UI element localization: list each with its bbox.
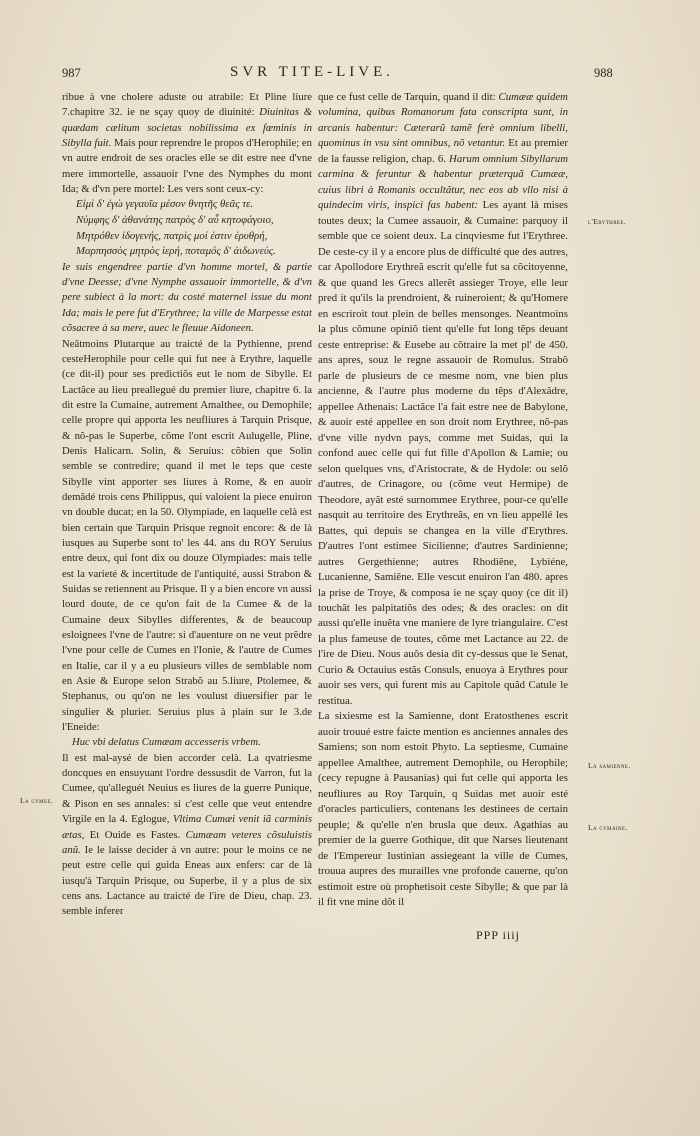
body-text: Neãtmoins Plutarque au traicté de la Pythienne, prend cesteHerophile pour celle qui fut nee à Erythre, laquelle (ce dit-il) pour ses predictiõs eut le nom de Sibylle. Et Lactãce au lieu preallegué du premier liure, chapitre 6. la dit estre la Cumaine, autrement Amalthee, ou Demophile; celle propre qui apporta les neufliures à Tarquin Prisque, & nõ-pas le Superbe, cõme l'ont escrit Aulugelle, Pline, Denis Halicarn. Solin, & Seruius: cõbien que Solin semble se contredire; quand il met le teps que ceste Sibylle vint apporter ses liures à Rome, & en auoir demãdé trois cens Philippus, qui valoient la piece enuiron vn double ducat; en la 50. Olympiade, en laquelle celà est bien certain que Tarquin Prisque regnoit encore: & de là iusques au Superbe sont to' les 44. ans du ROY Seruius entre deux, qui font dix ou douze Olympiades: mais telle est la varieté & incertitude de l'antiquité, aussi Strabon & Suidas se retiennent au Prisque. Il y a bien encore vn aussi lourd doute, de ce qu'on fait de la Cumee & de la Cumaine deux Sibylles differentes, & de beaucoup esloignees l'vne de l'autre: si d'auenture on ne veut prẽdre l'vne pour celle de Cumes en l'Ionie, & l'autre de Cumes en Italie, car il y a eu plusieurs villes de semblable nom en Asie & Europe selon Strabõ au 5.liure, Ptolemee, & Stephanus, ou qu'on ne les voulust diuersifier par le singulier & plurier. Seruius plus à plain sur le 3.de l'Eneide:: [62, 337, 312, 734]
verse-translation: Ie suis engendree partie d'vn homme mortel, & partie d'vne Deesse; d'vne Nymphe assauoir immortelle, & d'vn pere subiect à la mort: du costé maternel issue du mont Ida; mais le pere fut d'Erythree; la ville de Marpesse estat cõsacree à sa mere, auec le fleuue Aidoneen.: [62, 260, 312, 335]
verse-line: Μητρόθεν ἰδογενής, πατρὶς μοί ἐστιν ἐρυθρή,: [76, 229, 268, 242]
latin-quote: Cumæam veteres cõsuluistis anũ.: [62, 828, 313, 856]
right-text-column: [318, 90, 568, 911]
latin-quote: Huc vbi delatus Cumæam accesseris vrbem.: [72, 736, 261, 749]
body-text: Ie le laisse decider à vn autre: pour le moins ce ne peut estre celle qui guida Eneas aux enfers: car de là iusqu'à Tarquin Prisque, ou Superbe, il y a plus de six cens ans. Lactance au traicté de l'ire de Dieu, chap. 23. semble inferer: [62, 843, 312, 918]
body-text: Et Ouide es Fastes.: [89, 828, 181, 841]
latin-quote: Cumææ quidem volumina, quibus Romanorum fata conscripta sunt, in arcanis habentur: Cæterarũ tamẽ ferè omnium libelli, quominus in vsu sint omnibus, nõ vetantur.: [318, 91, 568, 150]
paragraph: [62, 90, 312, 197]
folio-left: 987: [62, 66, 81, 80]
folio-right: 988: [594, 66, 613, 80]
body-text: Mais pour reprendre le propos d'Herophile; en vn autre endroit de ses oracles elle se dit estre nee d'vne mere immortelle, assauoir l'vne des Nymphes du mont Ida; & d'vn pere mortel: Les vers sont ceux-cy:: [62, 137, 312, 196]
latin-quote: Harum omnium Sibyllarum carmina & feruntur & habentur præterquã Cumææ, cuius libri à Romanis occultãtur, nec eos ab vllo nisi à quindecim viris, inspici fas habent:: [318, 152, 568, 212]
verse-line: Νύμφης δ' ἀθανάτης πατρὸς δ' αὖ κητοφάγοιο,: [76, 214, 274, 226]
margin-note-la-cumee: La cvmee.: [20, 796, 54, 805]
paragraph: [318, 709, 568, 910]
body-text: ribue à vne cholere aduste ou atrabile: Et Pline liure 7.chapitre 32. ie ne sçay quoy de diuinité:: [62, 91, 312, 119]
paragraph: [62, 337, 312, 736]
running-head: SVR TITE-LIVE.: [230, 64, 395, 80]
body-text: Et au premier de la fausse religion, chap. 6.: [318, 137, 568, 165]
verse-line: Εἰμὶ δ' ἐγὼ γεγαυῖα μέσον θνητῆς θεᾶς τε.: [76, 198, 254, 211]
latin-quote: Diuinitas & quædam cælitum societas nobilissima ex fœminis in Sibylla fuit.: [62, 106, 313, 150]
body-text: que ce fust celle de Tarquin, quand il dit:: [318, 91, 496, 103]
signature-mark: PPP iiij: [476, 928, 520, 942]
body-text: La septiesme, Cumaine appellee Amalthee, autrement Demophile, ou Herophile; (cecy repugne à Pausanias) qui fut celle qui apporta les neufliures au Roy Tarquin, q Suidas met auoir esté d'oracles particuliers, contenans les destinees de certain peuple; & qu'elle n'en brusla que deux. Agathias au premier de la guerre Gothique, dit que Narses lieutenant de l'Empereur Iustinian assiegeant la ville de Cumes, trouua aupres des murailles vne profonde cauerne, qu'on estimoit estre où prophetisoit ceste Sibylle; & que par là il fit vne mine dõt il: [318, 741, 568, 909]
left-text-column: [62, 90, 312, 920]
body-text: Les ayant là mises toutes deux; la Cumee assauoir, & Cumaine: parquoy il semble que ce soient deux. La cinqviesme fut l'Erythree. De ceste-cy il y a encore plus de difficulté que des autres, car Apollodore Erythreã escrit qu'elle fut sa cõcitoyenne, & que quand les Grecs allerẽt assieger Troye, elle leur pred it qu'ils la prendroient, & ruineroient; & qu'Homere en escriroit tout plein de belles mensonges. Neantmoins la plus cõmune opiniõ tient qu'elle fut long tẽps deuant ceste entreprise: & Eusebe au cõtraire la met pl' de 450. ans apres, souz le regne assauoir de Romulus. Strabõ parle de plusieurs de ce mesme nom, vne bien plus ancienne, & l'autre plus moderne du tẽps d'Alexãdre, appellee Athenais: Lactãce l'a fait estre nee de Babylone, & auoir esté appellee en son droit nom Erythree, nõ-pas d'vne ville nydvn pays, comme met Suidas, qui la confond auec celle qui fut fille d'Apollon & Lamie; ou selon quelques vns, d'Aristocrate, & de Hydole: ou selõ d'autres, de Crinagore, ou (cõme veut Hermipe) de Theodore, ayãt esté surnommee Erythree, pour-ce qu'elle nasquit au territoire des Erythreãs, en vn lieu appellé les Battes, qui depuis se changea en la ville d'Erythres. D'autres l'ont estimee Sicilienne; d'autres Sardinienne; autres Gergethienne; autres Rhodiẽne, Lybiéne, Lucanienne, Samiẽne. Elle vescut enuiron l'an 480. apres la prise de Troye, & composa ie ne sçay quoy (ce dit il) touchãt les palpitatiõs des odes; & des oracles: on dit aussi qu'elle inuẽta vne maniere de lyre triangulaire. C'est la plus fameuse de toutes, cõme met Lactance au 22. de l'ire de Dieu. Nous auõs desia dit cy-dessus que le Senat, Curio & Octauius estãs Consuls, enuoya à Erythres pour auoir ses vers, qui furent mis au Capitole quãd Catule le restitua.: [318, 199, 569, 707]
greek-verse: [62, 197, 312, 259]
verse-line: Μαρπησσὸς μητρὸς ἱερή, ποταμός δ' ἀιδωνεύς.: [76, 245, 276, 258]
paragraph: [318, 90, 568, 709]
body-text: La sixiesme est la Samienne, dont Eratosthenes escrit auoir trouué estre faicte mention es anciennes annales des Samiens; son nom estoit Phyto.: [318, 710, 568, 754]
margin-note-erythree: l'Erythree.: [588, 217, 627, 226]
paragraph: [62, 751, 312, 920]
latin-quote: Vltima Cumæi venit iã carminis ætas,: [62, 813, 313, 841]
margin-note-samienne: La samienne.: [588, 761, 631, 770]
body-text: Il est mal-aysé de bien accorder celà. La qvatriesme doncques en ensuyuant l'ordre dessusdit de Varron, fut la Cumee, qu'alleguét Neuius es liures de la guerre Punique, & Pison en ses annales: si c'est celle que veut entendre Virgile en la 4. Eglogue,: [62, 751, 312, 826]
margin-note-cumaine: La cvmaine.: [588, 823, 628, 832]
